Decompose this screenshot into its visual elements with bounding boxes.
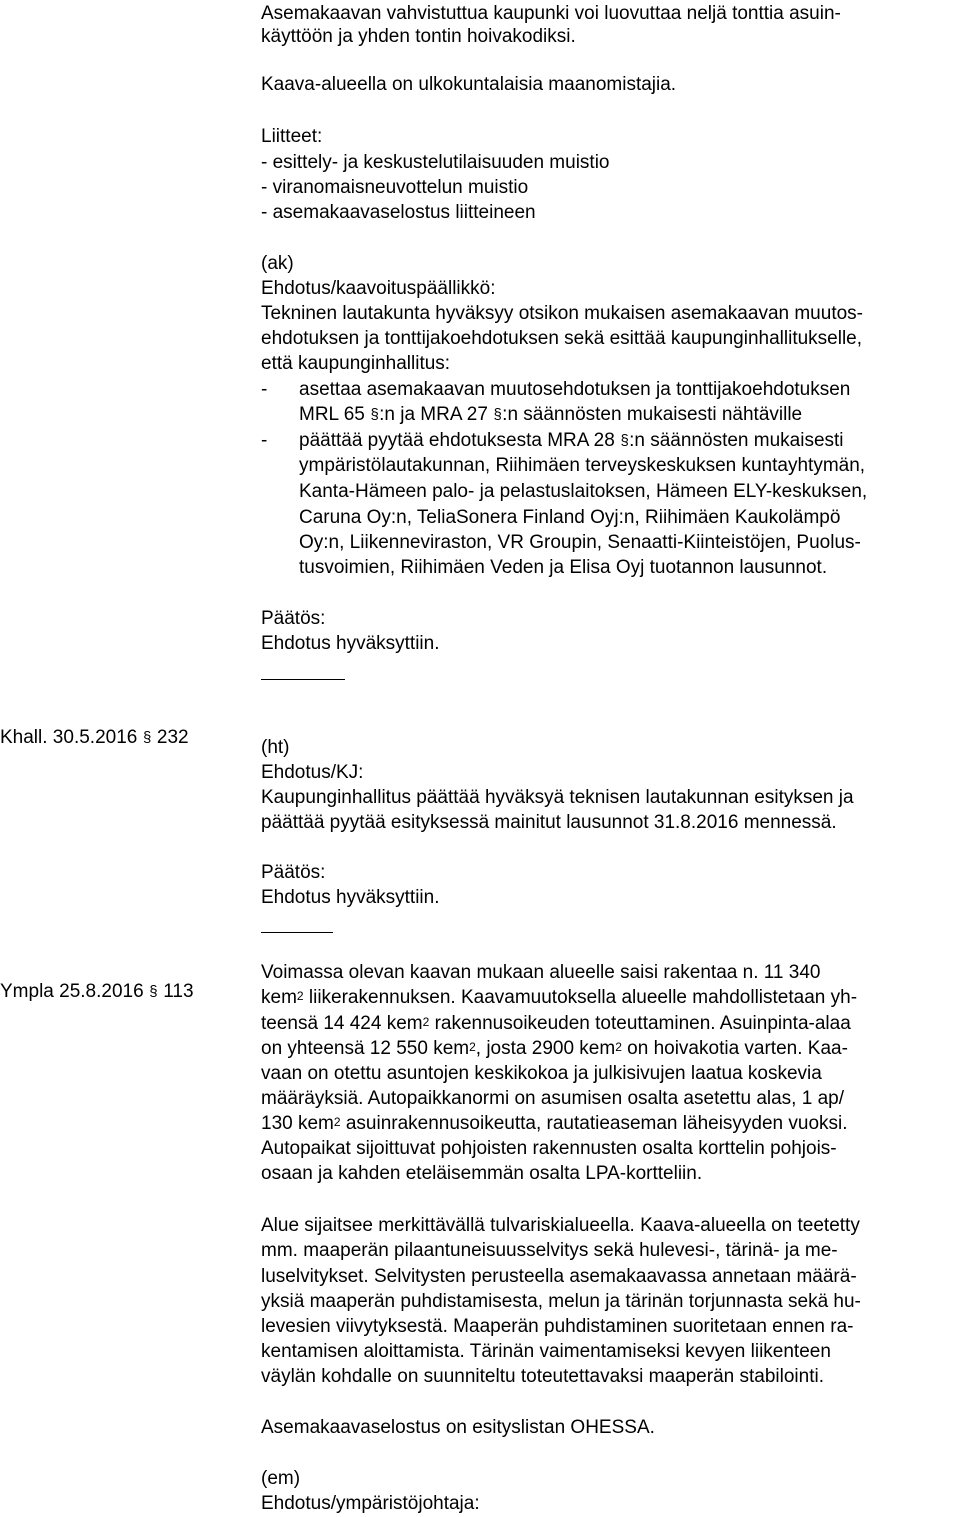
ympla-p2-line: luselvitykset. Selvitysten perusteella asemakaavassa annetaan määrä- xyxy=(261,1266,857,1287)
ympla-p3: Asemakaavaselostus on esityslistan OHESSA. xyxy=(261,1417,655,1438)
bullet-1-line-1: asettaa asemakaavan muutosehdotuksen ja tonttijakoehdotuksen xyxy=(299,379,851,400)
section-sign-icon: § xyxy=(142,729,152,746)
section-divider xyxy=(261,679,345,680)
decision-text: Ehdotus hyväksyttiin. xyxy=(261,633,440,654)
ympla-p2-line: Alue sijaitsee merkittävällä tulvariskialueella. Kaava-alueella on teetetty xyxy=(261,1215,860,1236)
proposal-line: että kaupunginhallitus: xyxy=(261,353,451,374)
ympla-p2-line: kentamisen aloittamista. Tärinän vaimentamiseksi kevyen liikenteen xyxy=(261,1341,831,1362)
ympla-p1-line: vaan on otettu asuntojen keskikokoa ja julkisivujen laatua koskevia xyxy=(261,1063,822,1084)
intro-line-2: käyttöön ja yhden tontin hoivakodiksi. xyxy=(261,26,576,47)
attachments-heading: Liitteet: xyxy=(261,126,323,147)
section-divider xyxy=(261,932,333,933)
attachment-item: - esittely- ja keskustelutilaisuuden muistio xyxy=(261,152,610,173)
decision-text: Ehdotus hyväksyttiin. xyxy=(261,887,440,908)
ympla-p2-line: yksiä maaperän puhdistamisesta, melun ja tärinän torjunnasta sekä hu- xyxy=(261,1291,861,1312)
proposal-line: Tekninen lautakunta hyväksyy otsikon mukaisen asemakaavan muutos- xyxy=(261,303,863,324)
bullet-2-line: tusvoimien, Riihimäen Veden ja Elisa Oyj tuotannon lausunnot. xyxy=(299,557,828,578)
ympla-p1-line: on yhteensä 12 550 kem$^2$, josta 2900 kem$^2$ on hoivakotia varten. Kaa- xyxy=(261,1038,848,1059)
bullet-2-line: Caruna Oy:n, TeliaSonera Finland Oyj:n, Riihimäen Kaukolämpö xyxy=(299,507,841,528)
ympla-heading: Ehdotus/ympäristöjohtaja: xyxy=(261,1493,480,1514)
ympla-initials: (em) xyxy=(261,1468,301,1489)
ympla-p1-line: Autopaikat sijoittuvat pohjoisten rakennusten osalta korttelin pohjois- xyxy=(261,1138,837,1159)
bullet-2-line: ympäristölautakunnan, Riihimäen terveyskeskuksen kuntayhtymän, xyxy=(299,455,866,476)
ympla-p1-line: osaan ja kahden eteläisemmän osalta LPA-kortteliin. xyxy=(261,1163,703,1184)
proposal-line: ehdotuksen ja tonttijakoehdotuksen sekä esittää kaupunginhallitukselle, xyxy=(261,328,863,349)
bullet-dash: - xyxy=(261,430,268,451)
ympla-p1-line: kem$^2$ liikerakennuksen. Kaavamuutoksella alueelle mahdollistetaan yh- xyxy=(261,987,858,1008)
ympla-p2-line: mm. maaperän pilaantuneisuusselvitys sekä hulevesi-, tärinä- ja me- xyxy=(261,1240,838,1261)
decision-heading: Päätös: xyxy=(261,862,326,883)
bullet-dash: - xyxy=(261,379,268,400)
bullet-1-line-2: MRL 65 §:n ja MRA 27 §:n säännösten mukaisesti nähtäville xyxy=(299,404,803,425)
proposal-initials: (ak) xyxy=(261,253,294,274)
khall-line: Kaupunginhallitus päättää hyväksyä teknisen lautakunnan esityksen ja xyxy=(261,787,854,808)
section-sign-icon: § xyxy=(370,406,379,423)
intro-line-1: Asemakaavan vahvistuttua kaupunki voi luovuttaa neljä tonttia asuin- xyxy=(261,3,841,24)
ympla-reference: Ympla 25.8.2016 § 113 xyxy=(0,981,194,1002)
khall-initials: (ht) xyxy=(261,737,290,758)
ympla-p1-line: teensä 14 424 kem$^2$ rakennusoikeuden toteuttaminen. Asuinpinta-alaa xyxy=(261,1013,851,1034)
attachment-item: - viranomaisneuvottelun muistio xyxy=(261,177,529,198)
ympla-p1-line: määräyksiä. Autopaikkanormi on asumisen osalta asetettu alas, 1 ap/ xyxy=(261,1088,844,1109)
section-sign-icon: § xyxy=(620,432,629,449)
section-sign-icon: § xyxy=(149,983,158,1000)
decision-heading: Päätös: xyxy=(261,608,326,629)
bullet-2-line: Oy:n, Liikenneviraston, VR Groupin, Senaatti-Kiinteistöjen, Puolus- xyxy=(299,532,861,553)
section-sign-icon: § xyxy=(493,406,502,423)
ympla-p1-line: 130 kem$^2$ asuinrakennusoikeutta, rautatieaseman läheisyyden vuoksi. xyxy=(261,1113,848,1134)
attachment-item: - asemakaavaselostus liitteineen xyxy=(261,202,536,223)
khall-line: päättää pyytää esityksessä mainitut lausunnot 31.8.2016 mennessä. xyxy=(261,812,837,833)
ympla-p1-line: Voimassa olevan kaavan mukaan alueelle saisi rakentaa n. 11 340 xyxy=(261,962,821,983)
khall-heading: Ehdotus/KJ: xyxy=(261,762,364,783)
proposal-heading: Ehdotus/kaavoituspäällikkö: xyxy=(261,278,496,299)
bullet-2-line-1: päättää pyytää ehdotuksesta MRA 28 §:n säännösten mukaisesti xyxy=(299,430,844,451)
intro-line-3: Kaava-alueella on ulkokuntalaisia maanomistajia. xyxy=(261,74,677,95)
ympla-p2-line: levesien viivytyksestä. Maaperän puhdistaminen suoritetaan ennen ra- xyxy=(261,1316,854,1337)
bullet-2-line: Kanta-Hämeen palo- ja pelastuslaitoksen, Hämeen ELY-keskuksen, xyxy=(299,481,868,502)
khall-reference: Khall. 30.5.2016 § 232 xyxy=(0,727,189,748)
ympla-p2-line: väylän kohdalle on suunniteltu toteutettavaksi maaperän stabilointi. xyxy=(261,1366,824,1387)
